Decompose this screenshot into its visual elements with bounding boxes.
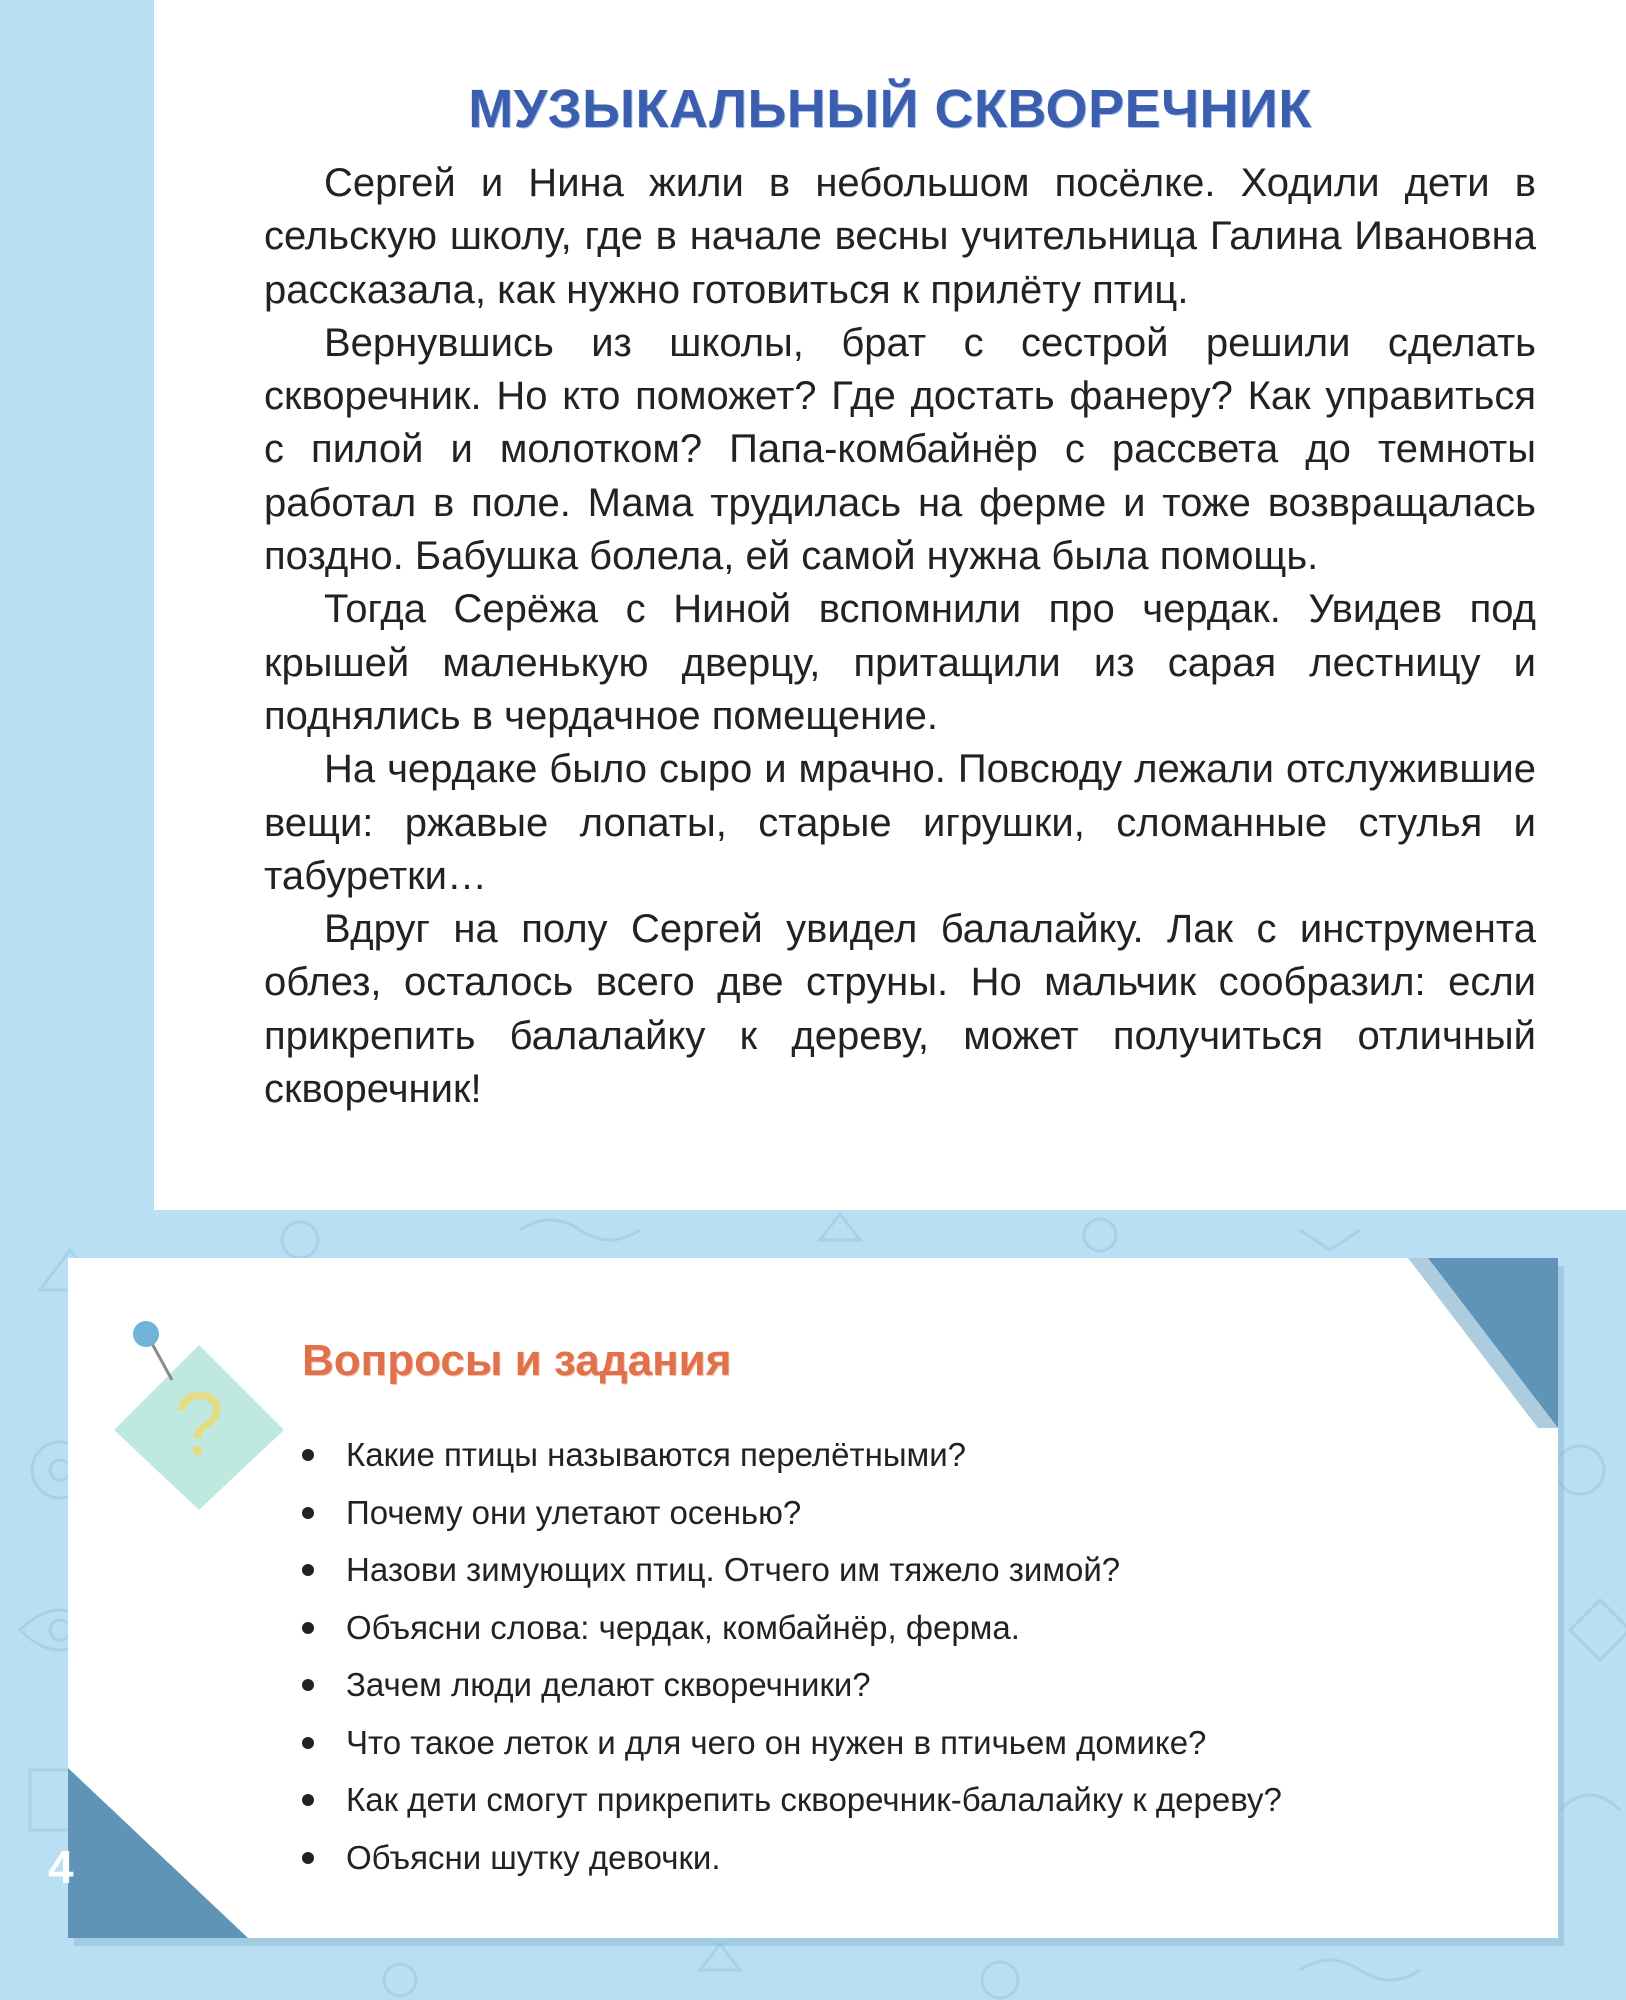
corner-decor-bottom-left <box>68 1768 248 1938</box>
question-mark: ? <box>173 1375 225 1475</box>
pin-icon <box>133 1321 159 1347</box>
bullet-icon <box>302 1737 314 1749</box>
story-text <box>264 157 1536 1116</box>
bullet-icon <box>302 1622 314 1634</box>
bullet-icon <box>302 1507 314 1519</box>
story-paragraph: Тогда Серёжа с Ниной вспомнили про чердак. Увидев под крышей маленькую дверцу, притащили из сарая лестницу и поднялись в чердачное помещение. <box>264 587 1536 738</box>
bullet-icon <box>302 1852 314 1864</box>
story-paragraph: Вдруг на полу Сергей увидел балалайку. Лак с инструмента облез, осталось всего две струны. Но мальчик сообразил: если прикрепить балалайку к дереву, может получиться отличный скворечник! <box>264 907 1536 1112</box>
question-sticky-note <box>104 1320 294 1510</box>
page-title: МУЗЫКАЛЬНЫЙ СКВОРЕЧНИК <box>468 79 1312 139</box>
story-paragraph: На чердаке было сыро и мрачно. Повсюду лежали отслужившие вещи: ржавые лопаты, старые игрушки, сломанные стулья и табуретки… <box>264 747 1536 898</box>
questions-list <box>300 1426 1480 1886</box>
bullet-icon <box>302 1794 314 1806</box>
left-decor-stripe <box>0 0 154 1210</box>
bullet-icon <box>302 1449 314 1461</box>
page-number: 4 <box>48 1841 74 1893</box>
corner-decor-top-right <box>1388 1258 1558 1428</box>
question-item: Какие птицы называются перелётными? <box>300 1426 1480 1484</box>
question-item: Зачем люди делают скворечники? <box>300 1656 1480 1714</box>
question-item: Почему они улетают осенью? <box>300 1484 1480 1542</box>
question-item: Объясни слова: чердак, комбайнёр, ферма. <box>300 1599 1480 1657</box>
bullet-icon <box>302 1564 314 1576</box>
question-item: Объясни шутку девочки. <box>300 1829 1480 1887</box>
story-paragraph: Вернувшись из школы, брат с сестрой решили сделать скворечник. Но кто поможет? Где достать фанеру? Как управиться с пилой и молотком? Папа-комбайнёр с рассвета до темноты работал в поле. Мама трудилась на ферме и тоже возвращалась поздно. Бабушка болела, ей самой нужна была помощь. <box>264 320 1536 579</box>
question-item: Как дети смогут прикрепить скворечник-балалайку к дереву? <box>300 1771 1480 1829</box>
question-item: Назови зимующих птиц. Отчего им тяжело зимой? <box>300 1541 1480 1599</box>
questions-heading: Вопросы и задания <box>302 1336 732 1385</box>
bullet-icon <box>302 1679 314 1691</box>
question-item: Что такое леток и для чего он нужен в птичьем домике? <box>300 1714 1480 1772</box>
story-paragraph: Сергей и Нина жили в небольшом посёлке. Ходили дети в сельскую школу, где в начале весны учительница Галина Ивановна рассказала, как нужно готовиться к прилёту птиц. <box>264 161 1536 312</box>
